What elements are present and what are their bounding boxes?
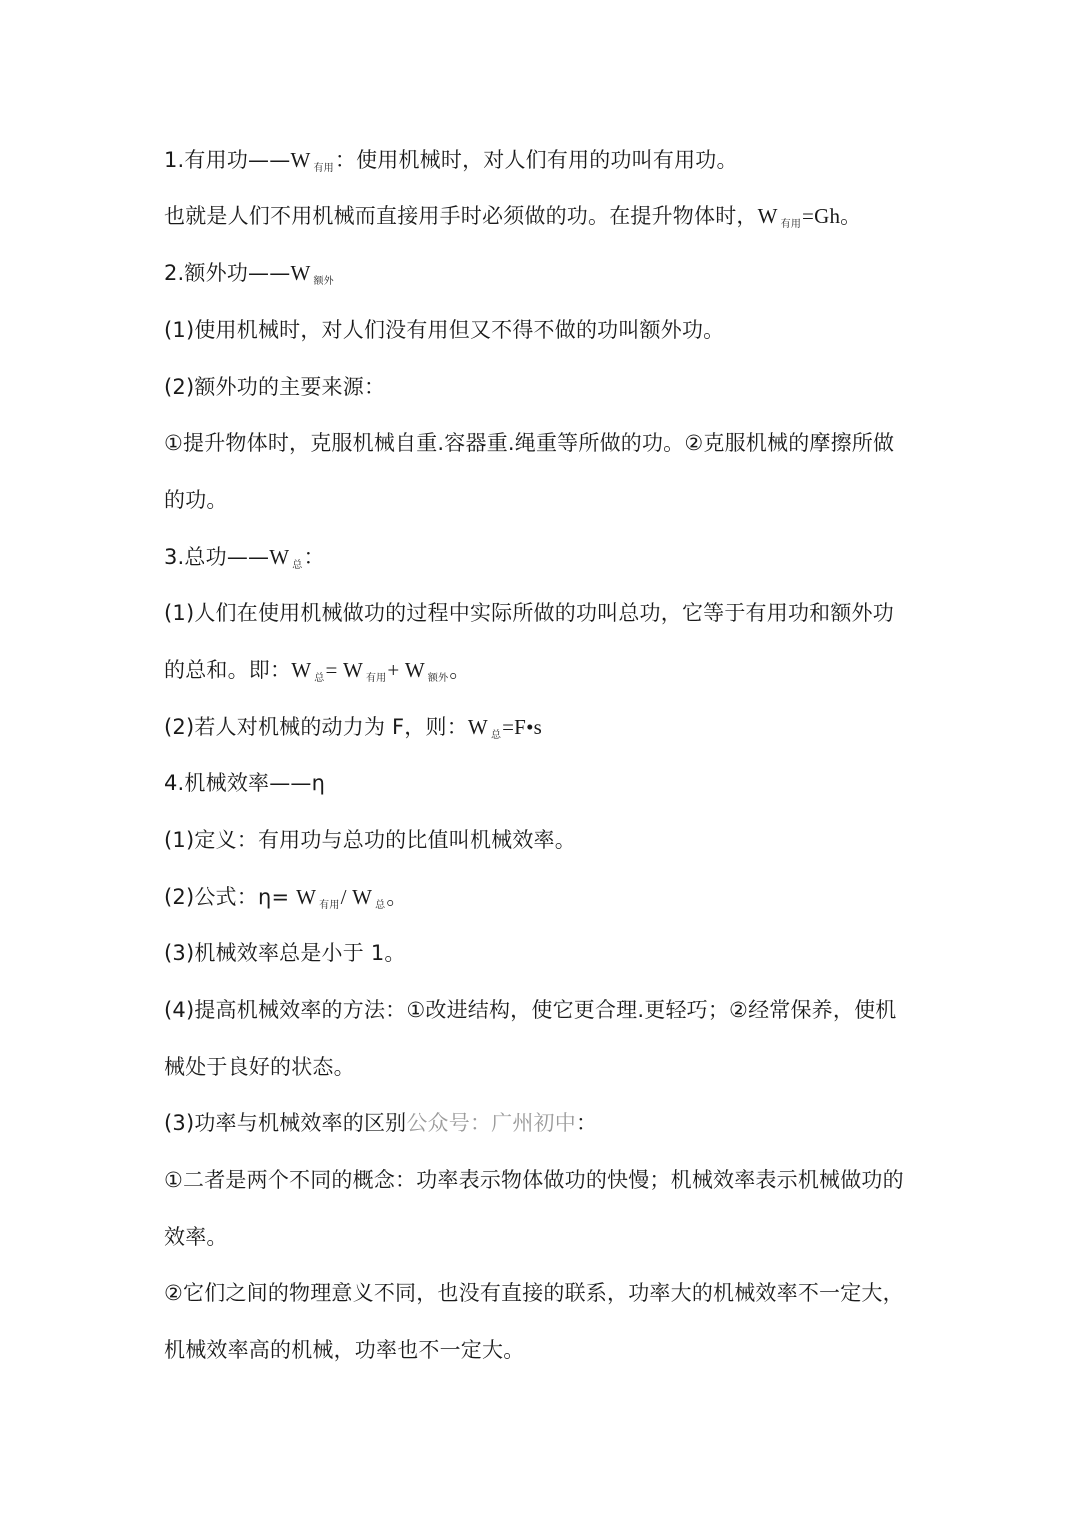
text: ：	[303, 545, 325, 569]
subscript: 总	[490, 730, 502, 741]
section-3-title	[164, 542, 325, 577]
text: ：使用机械时，对人们有用的功叫有用功。	[334, 148, 738, 172]
section-5-para-2-line-2: 机械效率高的机械，功率也不一定大。	[164, 1338, 525, 1362]
subscript: 有用	[319, 900, 340, 911]
operator: +	[387, 658, 405, 682]
symbol-w: W	[404, 658, 425, 682]
subscript: 有用	[313, 163, 334, 174]
section-2-para-1: (1)使用机械时，对人们没有用但又不得不做的功叫额外功。	[164, 318, 725, 342]
text: (3)功率与机械效率的区别	[164, 1111, 407, 1135]
text: 。	[386, 885, 408, 909]
section-5-para-1-line-2: 效率。	[164, 1225, 228, 1249]
operator: =	[325, 658, 343, 682]
subscript: 有用	[365, 673, 387, 684]
symbol-w: W	[757, 204, 778, 228]
operator: /	[340, 885, 353, 909]
section-2-para-2: (2)额外功的主要来源：	[164, 375, 386, 399]
symbol-w: W	[290, 261, 311, 285]
text: 也就是人们不用机械而直接用手时必须做的功。在提升物体时，	[164, 204, 758, 228]
section-3-para-1-line-1: (1)人们在使用机械做功的过程中实际所做的功叫总功，它等于有用功和额外功	[164, 601, 894, 625]
symbol-w: W	[296, 885, 317, 909]
section-3-para-2	[164, 712, 542, 747]
symbol-w: W	[291, 658, 312, 682]
symbol-w: W	[290, 148, 311, 172]
section-5-para-2-line-1: ②它们之间的物理意义不同，也没有直接的联系，功率大的机械效率不一定大，	[164, 1281, 904, 1305]
subscript: 有用	[780, 219, 802, 230]
section-4-para-1: (1)定义：有用功与总功的比值叫机械效率。	[164, 828, 576, 852]
section-4-para-2	[164, 882, 408, 917]
section-2-para-3-line-2: 的功。	[164, 488, 228, 512]
symbol-w: W	[269, 545, 290, 569]
section-1-title	[164, 145, 738, 180]
section-1-text	[164, 201, 861, 236]
text: 。	[449, 658, 471, 682]
text: 3.总功——	[164, 545, 270, 569]
text: 1.有用功——	[164, 148, 291, 172]
section-3-para-1-line-2	[164, 655, 471, 690]
text: (2)若人对机械的动力为 F，则：	[164, 715, 468, 739]
watermark-text: 公众号：广州初中	[406, 1111, 576, 1135]
text: 的总和。即：	[164, 658, 292, 682]
subscript: 总	[375, 900, 386, 911]
section-5-title	[164, 1108, 597, 1138]
section-4-title: 4.机械效率——η	[164, 771, 326, 795]
section-5-para-1-line-1: ①二者是两个不同的概念：功率表示物体做功的快慢；机械效率表示机械做功的	[164, 1168, 904, 1192]
subscript: 总	[314, 673, 325, 684]
subscript: 额外	[313, 276, 334, 287]
section-2-para-3-line-1: ①提升物体时，克服机械自重.容器重.绳重等所做的功。②克服机械的摩擦所做	[164, 431, 895, 455]
symbol-w: W	[467, 715, 488, 739]
section-2-title	[164, 258, 335, 293]
formula-tail: =Gh。	[802, 204, 862, 228]
text: 2.额外功——	[164, 261, 291, 285]
section-4-para-4-line-1: (4)提高机械效率的方法：①改进结构，使它更合理.更轻巧；②经常保养，使机	[164, 998, 897, 1022]
symbol-w: W	[342, 658, 363, 682]
formula-tail: =F•s	[502, 715, 542, 739]
section-4-para-4-line-2: 械处于良好的状态。	[164, 1055, 355, 1079]
symbol-w: W	[352, 885, 373, 909]
text: ：	[575, 1111, 598, 1135]
subscript: 总	[292, 560, 303, 571]
section-4-para-3: (3)机械效率总是小于 1。	[164, 941, 406, 965]
text: (2)公式：η=	[164, 885, 297, 909]
subscript: 额外	[427, 673, 449, 684]
